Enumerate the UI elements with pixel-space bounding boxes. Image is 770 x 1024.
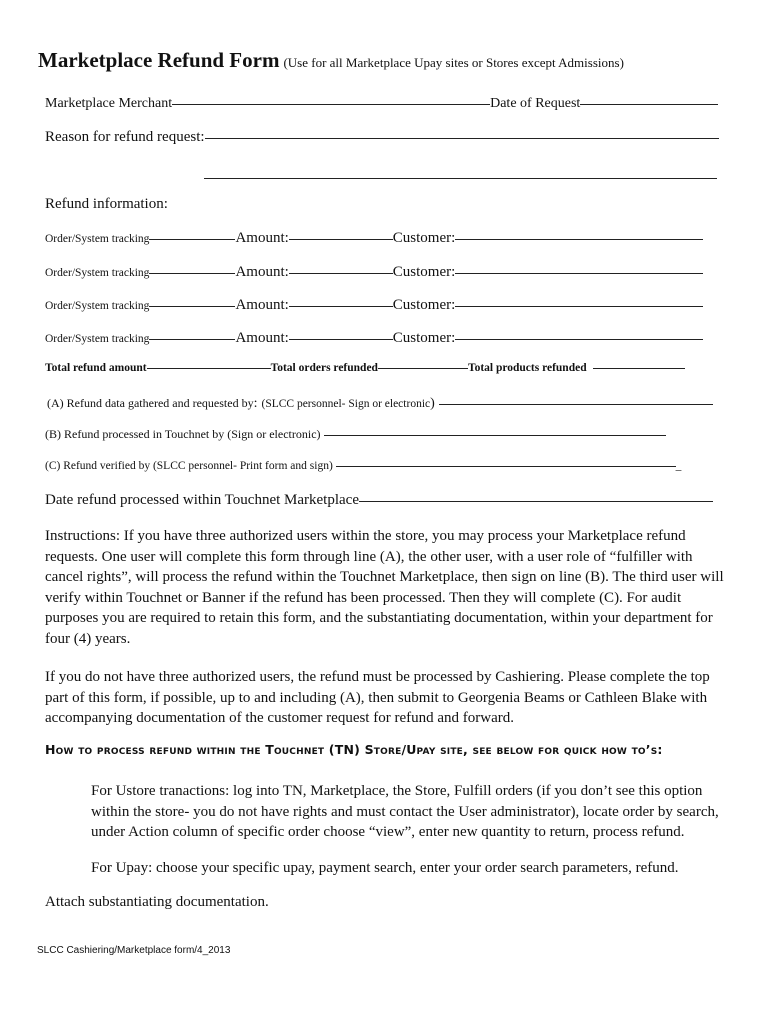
customer-field[interactable] (455, 238, 703, 240)
total-products-refunded-field[interactable] (593, 367, 685, 369)
line-a-label: (A) Refund data gathered and requested by (47, 396, 254, 410)
line-a-signature-field[interactable] (439, 403, 713, 405)
customer-label: Customer: (392, 297, 456, 313)
line-a-colon: : (253, 396, 258, 411)
customer-field[interactable] (455, 338, 703, 340)
total-refund-amount-field[interactable] (147, 367, 271, 369)
line-b-row (45, 427, 666, 442)
customer-label: Customer: (392, 230, 456, 246)
merchant-row (45, 96, 718, 112)
order-row (45, 329, 703, 347)
line-b-signature-field[interactable] (324, 434, 666, 436)
page-title: Marketplace Refund Form (38, 48, 280, 72)
order-row (45, 263, 703, 281)
amount-label: Amount: (235, 264, 289, 280)
line-a-row (47, 394, 713, 412)
ustore-instructions: For Ustore tranactions: log into TN, Marketplace, the Store, Fulfill orders (if you don’t see this option within the store- you do not have rights and must contact the User administrator), locate order by search, under Action column of specific order choose “view”, enter new quantity to return, process refund. (91, 783, 719, 840)
reason-row (45, 129, 719, 146)
total-orders-refunded-label: Total orders refunded (270, 362, 378, 374)
line-b-label: (B) Refund processed in Touchnet by (Sign or electronic) (45, 427, 321, 441)
order-tracking-label: Order/System tracking (45, 267, 150, 279)
amount-label: Amount: (235, 330, 289, 346)
order-tracking-field[interactable] (149, 305, 235, 307)
line-c-row (45, 460, 681, 472)
total-products-refunded-label: Total products refunded (467, 362, 587, 374)
customer-label: Customer: (392, 264, 456, 280)
form-title (38, 48, 624, 73)
date-processed-row (45, 492, 713, 509)
reason-field[interactable] (205, 137, 719, 139)
reason-field-line-2[interactable] (204, 178, 717, 179)
order-tracking-field[interactable] (149, 338, 235, 340)
date-of-request-field[interactable] (580, 103, 718, 105)
line-a-close-paren: ) (430, 396, 435, 411)
upay-instructions: For Upay: choose your specific upay, payment search, enter your order search parameters, refund. (91, 860, 679, 876)
page-subtitle: (Use for all Marketplace Upay sites or Stores except Admissions) (283, 55, 624, 70)
date-of-request-label: Date of Request (490, 96, 581, 111)
line-c-signature-field[interactable] (336, 465, 676, 467)
instructions-paragraph: Instructions: If you have three authorized users within the store, you may process your Marketplace refund requests. One user will complete this form through line (A), the other user, with a user role of “fulfiller with cancel rights”, will process the refund within the Touchnet Marketplace, then sign on line (B). The third user will verify within Touchnet or Banner if the refund has been processed. Then they will complete (C). For audit purposes you are required to retain this form, and the substantiating documentation, within your department for four (4) years. (45, 528, 724, 647)
total-orders-refunded-field[interactable] (378, 367, 468, 369)
amount-field[interactable] (289, 338, 393, 340)
how-to-heading: How to process refund within the Touchnet (TN) Store/Upay site, see below for quick how to’s: (45, 742, 663, 757)
footer-form-id: SLCC Cashiering/Marketplace form/4_2013 (37, 945, 231, 956)
date-processed-field[interactable] (359, 500, 713, 502)
amount-field[interactable] (289, 272, 393, 274)
total-refund-amount-label: Total refund amount (45, 362, 147, 374)
attach-documentation: Attach substantiating documentation. (45, 894, 269, 910)
refund-info-label: Refund information: (45, 196, 168, 212)
line-c-label: (C) Refund verified by (SLCC personnel- Print form and sign) (45, 460, 333, 472)
amount-label: Amount: (235, 230, 289, 246)
customer-field[interactable] (455, 305, 703, 307)
order-tracking-label: Order/System tracking (45, 333, 150, 345)
merchant-field[interactable] (172, 103, 490, 105)
order-tracking-field[interactable] (149, 272, 235, 274)
cashiering-paragraph: If you do not have three authorized users, the refund must be processed by Cashiering. Please complete the top part of this form, if possible, up to and including (A), then submit to Georgenia Beams or Cathleen Blake with accompanying documentation of the customer request for refund and forward. (45, 669, 710, 726)
order-row (45, 296, 703, 314)
merchant-label: Marketplace Merchant (45, 96, 173, 111)
order-tracking-field[interactable] (149, 238, 235, 240)
amount-field[interactable] (289, 305, 393, 307)
customer-label: Customer: (392, 330, 456, 346)
order-tracking-label: Order/System tracking (45, 300, 150, 312)
order-row (45, 229, 703, 247)
amount-field[interactable] (289, 238, 393, 240)
line-c-end: _ (675, 460, 682, 472)
totals-row (45, 362, 685, 374)
amount-label: Amount: (235, 297, 289, 313)
reason-label: Reason for refund request: (45, 129, 205, 145)
order-tracking-label: Order/System tracking (45, 233, 150, 245)
customer-field[interactable] (455, 272, 703, 274)
date-processed-label: Date refund processed within Touchnet Marketplace (45, 492, 359, 508)
line-a-paren-label: (SLCC personnel- Sign or electronic (261, 398, 431, 410)
